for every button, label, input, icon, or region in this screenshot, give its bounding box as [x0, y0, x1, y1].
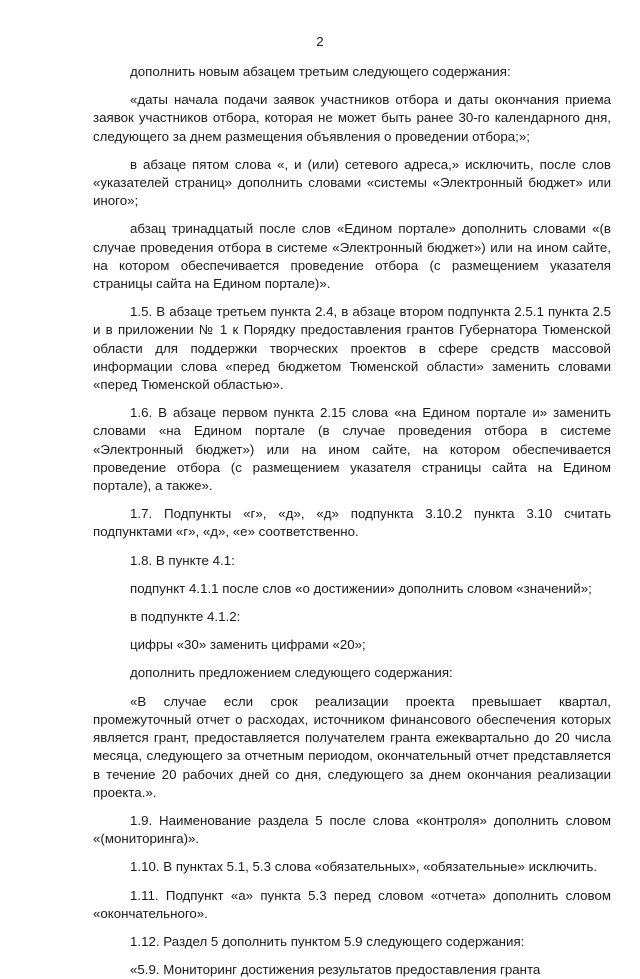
paragraph: 1.11. Подпункт «а» пункта 5.3 перед словом «отчета» дополнить словом «окончательного». — [93, 887, 611, 921]
document-body — [93, 63, 611, 979]
paragraph: 1.9. Наименование раздела 5 после слова «контроля» дополнить словом «(мониторинга)». — [93, 812, 611, 847]
paragraph: в абзаце пятом слова «, и (или) сетевого адреса,» исключить, после слов «указателей страниц» дополнить словами «системы «Электронный бюджет» или иного»; — [93, 156, 611, 209]
paragraph: подпункт 4.1.1 после слов «о достижении» дополнить словом «значений»; — [130, 580, 592, 596]
paragraph: 1.6. В абзаце первом пункта 2.15 слова «на Едином портале и» заменить словами «на Едином портале (в случае проведения отбора в системе «Электронный бюджет») или на ином сайте, на котором обеспечивается проведение отбора (с размещением указателя страницы сайта на Едином портале), а также». — [93, 405, 611, 494]
paragraph: цифры «30» заменить цифрами «20»; — [130, 637, 366, 653]
paragraph: «даты начала подачи заявок участников отбора и даты окончания приема заявок участников отбора, которая не может быть ранее 30-го календарного дня, следующего за днем размещения объявления о проведении отбора;»; — [93, 92, 611, 144]
paragraph: 1.8. В пункте 4.1: — [130, 552, 235, 568]
paragraph: 1.10. В пунктах 5.1, 5.3 слова «обязательных», «обязательные» исключить. — [130, 859, 598, 875]
page-number: 2 — [316, 34, 324, 49]
paragraph: абзац тринадцатый после слов «Едином портале» дополнить словами «(в случае проведения отбора в системе «Электронный бюджет») или на ином сайте, на котором обеспечивается проведение отбора (с размещением указателя страницы сайта на Едином портале)». — [93, 221, 611, 292]
paragraph: 1.12. Раздел 5 дополнить пунктом 5.9 следующего содержания: — [130, 933, 525, 949]
paragraph: в подпункте 4.1.2: — [130, 609, 241, 625]
paragraph: «5.9. Мониторинг достижения результатов предоставления гранта — [130, 962, 541, 978]
paragraph: «В случае если срок реализации проекта превышает квартал, промежуточный отчет о расходах, источником финансового обеспечения которых является грант, предоставляется получателем гранта ежеквартально до 20 числа месяца, следующего за отчетным периодом, окончательный отчет представляется в течение 20 рабочих дней со дня, следующего за днем окончания реализации проекта.». — [93, 693, 611, 800]
paragraph: дополнить новым абзацем третьим следующего содержания: — [130, 64, 511, 79]
paragraph: дополнить предложением следующего содержания: — [130, 665, 453, 681]
paragraph: 1.5. В абзаце третьем пункта 2.4, в абзаце втором подпункта 2.5.1 пункта 2.5 и в приложении № 1 к Порядку предоставления грантов Губернатора Тюменской области для поддержки творческих проектов в сфере средств массовой информации слова «перед бюджетом Тюменской области» заменить словами «перед Тюменской областью». — [93, 304, 611, 393]
paragraph: 1.7. Подпункты «г», «д», «д» подпункта 3.10.2 пункта 3.10 считать подпунктами «г», «д», «е» соответственно. — [93, 506, 611, 540]
